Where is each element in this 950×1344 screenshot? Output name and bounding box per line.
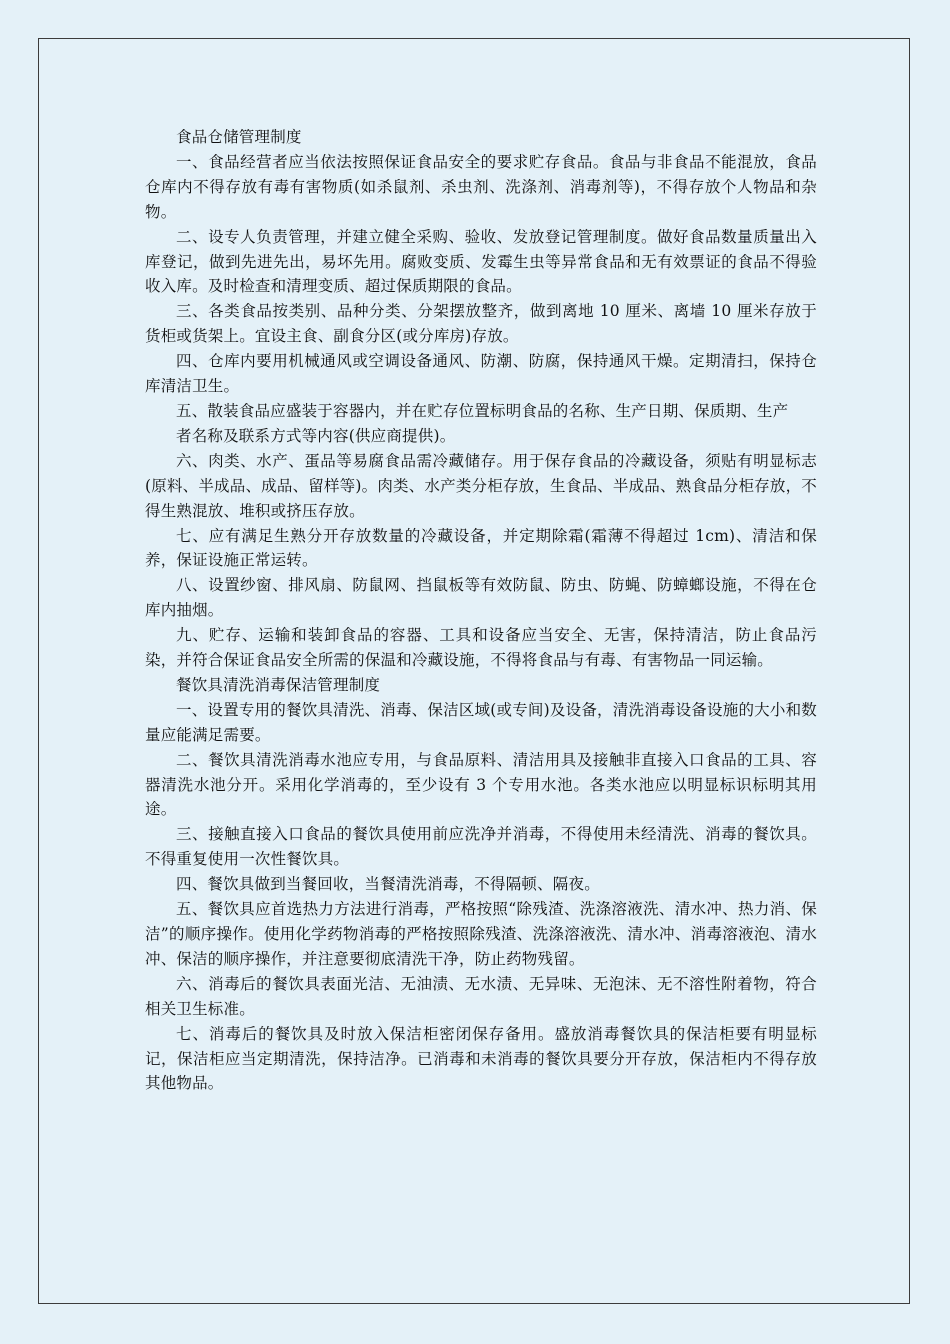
tableware-item-6: 六、消毒后的餐饮具表面光洁、无油渍、无水渍、无异味、无泡沫、无不溶性附着物，符合相关卫生标准。 xyxy=(145,974,817,1018)
food-storage-item-2: 二、设专人负责管理，并建立健全采购、验收、发放登记管理制度。做好食品数量质量出入库登记，做到先进先出，易坏先用。腐败变质、发霉生虫等异常食品和无有效票证的食品不得验收入库。及时检查和清理变质、超过保质期限的食品。 xyxy=(145,227,817,296)
food-storage-item-8: 八、设置纱窗、排风扇、防鼠网、挡鼠板等有效防鼠、防虫、防蝇、防蟑螂设施，不得在仓库内抽烟。 xyxy=(145,576,817,620)
food-storage-item-6: 六、肉类、水产、蛋品等易腐食品需冷藏储存。用于保存食品的冷藏设备，须贴有明显标志(原料、半成品、成品、留样等)。肉类、水产类分柜存放，生食品、半成品、熟食品分柜存放，不得生熟混放、堆积或挤压存放。 xyxy=(145,451,817,520)
food-storage-item-5: 五、散装食品应盛装于容器内，并在贮存位置标明食品的名称、生产日期、保质期、生产 xyxy=(176,401,789,420)
tableware-item-2: 二、餐饮具清洗消毒水池应专用，与食品原料、清洁用具及接触非直接入口食品的工具、容器清洗水池分开。采用化学消毒的，至少设有 3 个专用水池。各类水池应以明显标识标明其用途。 xyxy=(145,750,817,819)
food-storage-item-3: 三、各类食品按类别、品种分类、分架摆放整齐，做到离地 10 厘米、离墙 10 厘米存放于货柜或货架上。宜设主食、副食分区(或分库房)存放。 xyxy=(145,302,817,346)
section-title-food-storage: 食品仓储管理制度 xyxy=(176,128,302,146)
food-storage-item-9: 九、贮存、运输和装卸食品的容器、工具和设备应当安全、无害，保持清洁，防止食品污染，并符合保证食品安全所需的保温和冷藏设施，不得将食品与有毒、有害物品一同运输。 xyxy=(145,626,817,670)
food-storage-item-1: 一、食品经营者应当依法按照保证食品安全的要求贮存食品。食品与非食品不能混放，食品仓库内不得存放有毒有害物质(如杀鼠剂、杀虫剂、洗涤剂、消毒剂等)，不得存放个人物品和杂物。 xyxy=(145,152,817,221)
food-storage-item-5-continued: 者名称及联系方式等内容(供应商提供)。 xyxy=(176,426,456,445)
tableware-item-4: 四、餐饮具做到当餐回收，当餐清洗消毒，不得隔顿、隔夜。 xyxy=(176,875,600,894)
food-storage-item-4: 四、仓库内要用机械通风或空调设备通风、防潮、防腐，保持通风干燥。定期清扫，保持仓库清洁卫生。 xyxy=(145,352,817,396)
food-storage-item-7: 七、应有满足生熟分开存放数量的冷藏设备，并定期除霜(霜薄不得超过 1cm)、清洁和保养，保证设施正常运转。 xyxy=(145,526,817,570)
tableware-item-7: 七、消毒后的餐饮具及时放入保洁柜密闭保存备用。盛放消毒餐饮具的保洁柜要有明显标记，保洁柜应当定期清洗，保持洁净。已消毒和未消毒的餐饮具要分开存放，保洁柜内不得存放其他物品。 xyxy=(145,1024,817,1093)
tableware-item-3: 三、接触直接入口食品的餐饮具使用前应洗净并消毒，不得使用未经清洗、消毒的餐饮具。不得重复使用一次性餐饮具。 xyxy=(145,825,817,869)
section-title-tableware-cleaning: 餐饮具清洗消毒保洁管理制度 xyxy=(176,675,381,694)
document-body xyxy=(145,125,817,1096)
tableware-item-1: 一、设置专用的餐饮具清洗、消毒、保洁区域(或专间)及设备，清洗消毒设备设施的大小和数量应能满足需要。 xyxy=(145,700,817,744)
tableware-item-5: 五、餐饮具应首选热力方法进行消毒，严格按照“除残渣、洗涤溶液洗、清水冲、热力消、保洁”的顺序操作。使用化学药物消毒的严格按照除残渣、洗涤溶液洗、清水冲、消毒溶液泡、清水冲、保洁的顺序操作，并注意要彻底清洗干净，防止药物残留。 xyxy=(145,900,817,968)
